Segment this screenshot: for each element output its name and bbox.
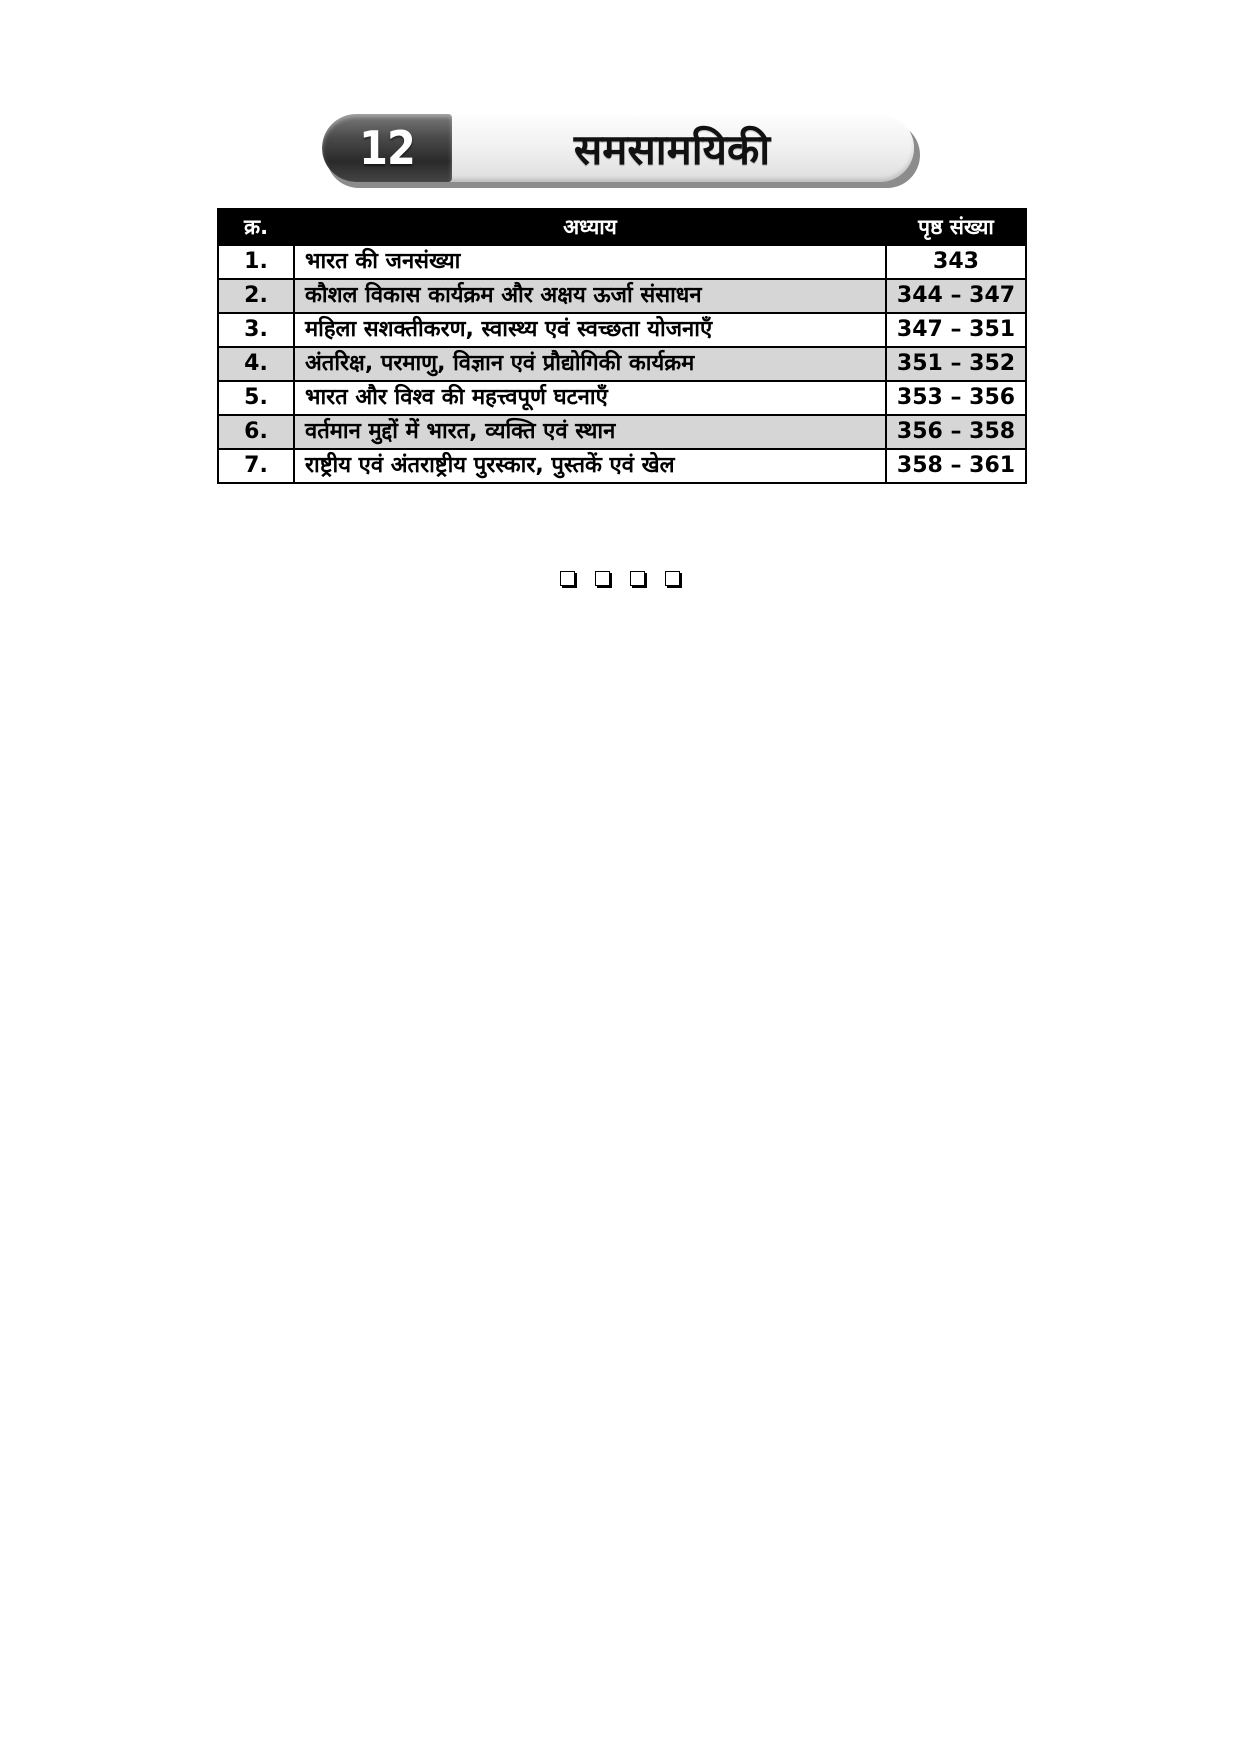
chapter-banner [322, 114, 922, 188]
hollow-square-icon [560, 571, 575, 586]
row-serial: 3. [218, 313, 294, 347]
row-serial: 1. [218, 245, 294, 279]
chapter-number-badge [322, 114, 452, 182]
row-title: कौशल विकास कार्यक्रम और अक्षय ऊर्जा संसाधन [294, 279, 886, 313]
contents-table [217, 208, 1027, 484]
row-pages: 351 – 352 [886, 347, 1026, 381]
row-serial: 5. [218, 381, 294, 415]
banner-pill [322, 114, 914, 182]
table-row [218, 347, 1026, 381]
header-chapter: अध्याय [294, 209, 886, 245]
hollow-square-icon [665, 571, 680, 586]
table-row [218, 449, 1026, 483]
row-pages: 358 – 361 [886, 449, 1026, 483]
row-serial: 7. [218, 449, 294, 483]
row-title: भारत की जनसंख्या [294, 245, 886, 279]
row-title: वर्तमान मुद्दों में भारत, व्यक्ति एवं स्थान [294, 415, 886, 449]
table-row [218, 415, 1026, 449]
row-serial: 4. [218, 347, 294, 381]
row-serial: 6. [218, 415, 294, 449]
row-title: राष्ट्रीय एवं अंतराष्ट्रीय पुरस्कार, पुस्तकें एवं खेल [294, 449, 886, 483]
header-page: पृष्ठ संख्या [886, 209, 1026, 245]
row-title: अंतरिक्ष, परमाणु, विज्ञान एवं प्रौद्योगिकी कार्यक्रम [294, 347, 886, 381]
hollow-square-icon [630, 571, 645, 586]
header-serial: क्र. [218, 209, 294, 245]
chapter-number: 12 [359, 121, 415, 175]
row-pages: 343 [886, 245, 1026, 279]
row-title: भारत और विश्व की महत्त्वपूर्ण घटनाएँ [294, 381, 886, 415]
table-row [218, 313, 1026, 347]
hollow-square-icon [595, 571, 610, 586]
row-pages: 356 – 358 [886, 415, 1026, 449]
table-row [218, 279, 1026, 313]
row-serial: 2. [218, 279, 294, 313]
end-marks [560, 566, 680, 590]
row-pages: 344 – 347 [886, 279, 1026, 313]
table-row [218, 245, 1026, 279]
table-row [218, 381, 1026, 415]
chapter-title: समसामयिकी [573, 124, 771, 174]
row-title: महिला सशक्तीकरण, स्वास्थ्य एवं स्वच्छता योजनाएँ [294, 313, 886, 347]
row-pages: 353 – 356 [886, 381, 1026, 415]
table-header-row [218, 209, 1026, 245]
row-pages: 347 – 351 [886, 313, 1026, 347]
